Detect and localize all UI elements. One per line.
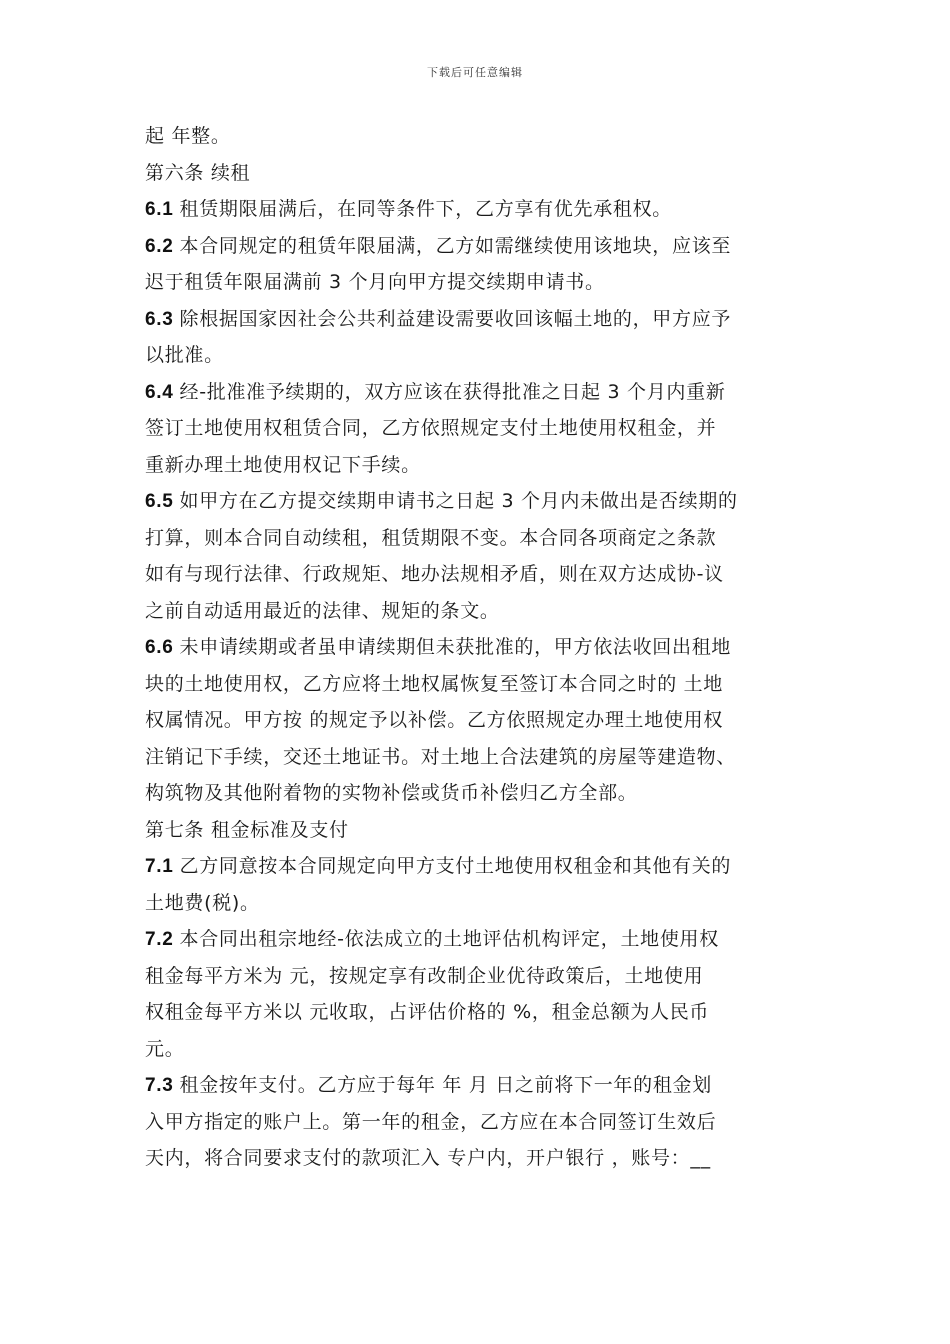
line-text: 元。 [145, 1037, 185, 1060]
text-line [145, 191, 810, 228]
line-text: 租金按年支付。乙方应于每年 年 月 日之前将下一年的租金划 [179, 1074, 712, 1096]
clause-number: 6.5 [145, 491, 180, 512]
clause-number: 6.6 [145, 637, 180, 658]
text-line [145, 1104, 810, 1141]
text-line [145, 848, 810, 885]
text-line [145, 885, 810, 922]
line-text: 本合同规定的租赁年限届满，乙方如需继续使用该地块，应该至 [179, 234, 732, 257]
line-text: 租赁期限届满后，在同等条件下，乙方享有优先承租权。 [179, 198, 673, 220]
line-text: 除根据国家因社会公共利益建设需要收回该幅土地的，甲方应予 [179, 307, 732, 330]
line-text: 打算，则本合同自动续租，租赁期限不变。本合同各项商定之条款 [145, 526, 717, 549]
clause-number: 6.3 [145, 308, 180, 330]
text-line [145, 1067, 810, 1104]
line-text: 乙方同意按本合同规定向甲方支付土地使用权租金和其他有关的 [179, 855, 732, 877]
text-line [145, 958, 810, 995]
text-line [145, 483, 810, 520]
text-line [145, 1140, 810, 1177]
clause-number: 7.3 [145, 1075, 180, 1096]
text-line [145, 301, 810, 338]
text-line [145, 739, 810, 776]
text-line [145, 228, 810, 265]
line-text: 迟于租赁年限届满前 3 个月向甲方提交续期申请书。 [145, 271, 605, 293]
text-line [145, 775, 810, 812]
document-body [145, 118, 810, 1177]
text-line [145, 520, 810, 557]
text-line [145, 666, 810, 703]
line-text: 入甲方指定的账户上。第一年的租金，乙方应在本合同签订生效后 [145, 1110, 717, 1133]
text-line [145, 629, 810, 666]
text-line [145, 556, 810, 593]
text-line [145, 118, 810, 155]
line-text: 租金每平方米为 元，按规定享有改制企业优待政策后，土地使用 [145, 964, 704, 987]
text-line [145, 337, 810, 374]
text-line [145, 410, 810, 447]
line-text: 第七条 租金标准及支付 [145, 818, 349, 841]
text-line [145, 921, 810, 958]
line-text: 本合同出租宗地经-依法成立的土地评估机构评定，土地使用权 [179, 928, 719, 950]
line-text: 重新办理土地使用权记下手续。 [145, 453, 421, 476]
line-text: 天内，将合同要求支付的款项汇入 专户内，开户银行 ，账号：__ [145, 1147, 711, 1169]
clause-number: 7.2 [145, 929, 180, 950]
line-text: 注销记下手续，交还土地证书。对土地上合法建筑的房屋等建造物、 [145, 745, 737, 768]
line-text: 土地费(税)。 [145, 891, 260, 914]
clause-number: 6.4 [145, 381, 180, 403]
line-text: 块的土地使用权，乙方应将土地权属恢复至签订本合同之时的 土地 [145, 672, 724, 695]
clause-number: 6.1 [145, 199, 180, 220]
line-text: 权租金每平方米以 元收取，占评估价格的 %，租金总额为人民币 [145, 1001, 710, 1023]
line-text: 以批准。 [145, 344, 224, 366]
text-line [145, 447, 810, 484]
text-line [145, 155, 810, 192]
clause-number: 7.1 [145, 856, 180, 877]
line-text: 未申请续期或者虽申请续期但未获批准的，甲方依法收回出租地 [179, 636, 732, 658]
text-line [145, 593, 810, 630]
text-line [145, 994, 810, 1031]
text-line [145, 1031, 810, 1068]
line-text: 权属情况。甲方按 的规定予以补偿。乙方依照规定办理土地使用权 [145, 709, 724, 731]
page-header: 下载后可任意编辑 [427, 66, 523, 79]
line-text: 之前自动适用最近的法律、规矩的条文。 [145, 599, 500, 622]
line-text: 构筑物及其他附着物的实物补偿或货币补偿归乙方全部。 [145, 782, 638, 804]
line-text: 如甲方在乙方提交续期申请书之日起 3 个月内未做出是否续期的 [179, 490, 738, 512]
line-text: 如有与现行法律、行政规矩、地办法规相矛盾，则在双方达成协-议 [145, 563, 724, 585]
line-text: 第六条 续租 [145, 161, 251, 184]
clause-number: 6.2 [145, 235, 180, 257]
line-text: 经-批准准予续期的，双方应该在获得批准之日起 3 个月内重新 [179, 380, 726, 403]
text-line [145, 702, 810, 739]
line-text: 签订土地使用权租赁合同，乙方依照规定支付土地使用权租金，并 [145, 417, 717, 439]
text-line [145, 812, 810, 849]
text-line [145, 264, 810, 301]
text-line [145, 374, 810, 411]
line-text: 起 年整。 [145, 125, 231, 147]
